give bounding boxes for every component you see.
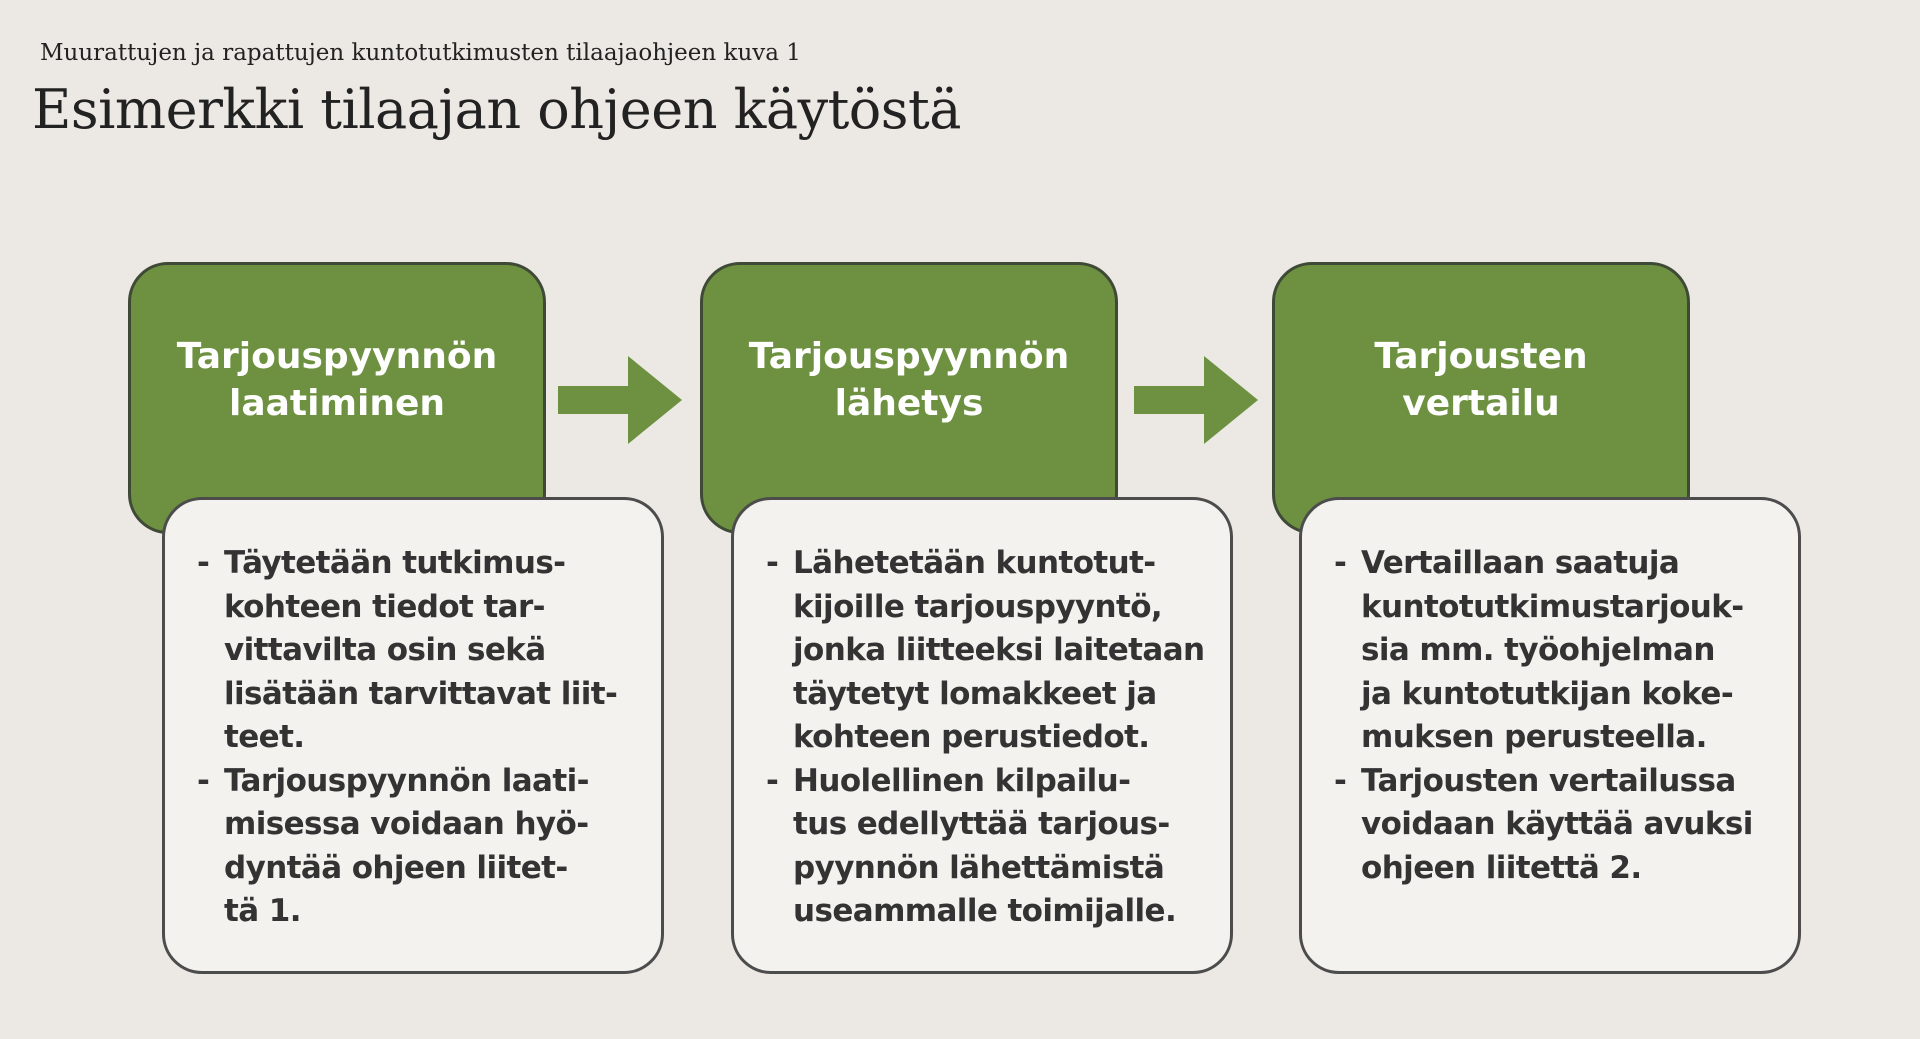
step-1-heading: Tarjouspyynnön laatiminen [176,336,498,424]
bullet-dash: - [1334,762,1347,799]
step-3-bullet-list [1334,542,1778,890]
bullet-text: Lähetetään kuntotut- kijoille tarjouspyyntö, jonka liitteeksi laitetaan täytetyt lomakkeet ja kohteen perustiedot. [793,545,1205,755]
bullet-dash: - [766,762,779,799]
page-title: Esimerkki tilaajan ohjeen käytöstä [32,78,961,141]
bullet-dash: - [1334,545,1347,581]
step-2-bullet-2 [766,760,1210,934]
step-1-bullet-list [197,542,641,934]
step-2-heading: Tarjouspyynnön lähetys [748,336,1070,424]
bullet-text: Huolellinen kilpailu- tus edellyttää tarjous- pyynnön lähettämistä useammalle toimijalle. [793,762,1177,929]
arrow-right-icon [1134,356,1258,444]
bullet-dash: - [197,762,210,799]
step-2-heading-box [700,262,1118,534]
step-3-bullet-2 [1334,760,1778,891]
bullet-text: Täytetään tutkimus- kohteen tiedot tar- vittavilta osin sekä lisätään tarvittavat liit- teet. [224,545,618,755]
step-3-heading: Tarjousten vertailu [1374,336,1588,424]
step-1-heading-box [128,262,546,534]
step-3-bullet-1 [1334,542,1778,760]
bullet-dash: - [197,545,210,581]
bullet-text: Vertaillaan saatuja kuntotutkimustarjouk- sia mm. työohjelman ja kuntotutkijan koke- muksen perusteella. [1361,545,1744,755]
step-2-body-box [731,497,1233,974]
step-1-body-box [162,497,664,974]
step-1-bullet-2 [197,760,641,934]
bullet-text: Tarjouspyynnön laati- misessa voidaan hyö- dyntää ohjeen liitet- tä 1. [224,762,589,929]
subtitle: Muurattujen ja rapattujen kuntotutkimusten tilaajaohjeen kuva 1 [40,40,801,66]
arrow-right-icon [558,356,682,444]
bullet-text: Tarjousten vertailussa voidaan käyttää avuksi ohjeen liitettä 2. [1361,762,1753,886]
step-3-body-box [1299,497,1801,974]
bullet-dash: - [766,545,779,581]
step-1-bullet-1 [197,542,641,760]
step-2-bullet-1 [766,542,1210,760]
step-3-heading-box [1272,262,1690,534]
step-2-bullet-list [766,542,1210,934]
